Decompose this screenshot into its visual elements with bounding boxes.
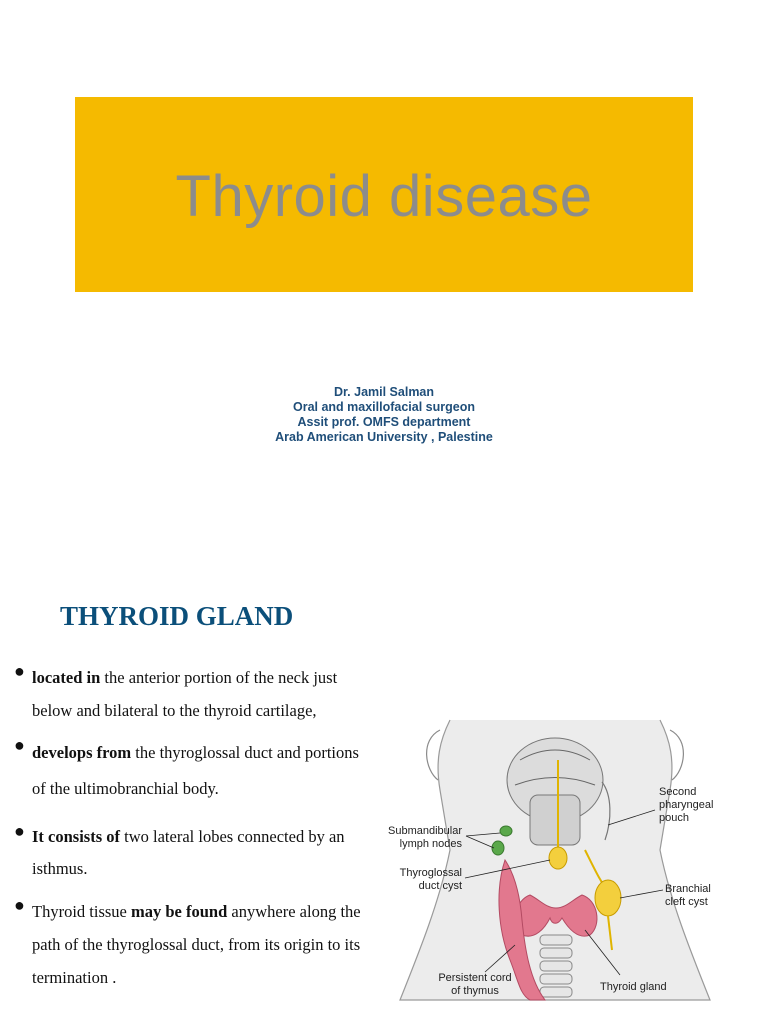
bullet-bold: It consists of [32, 827, 121, 846]
list-item [14, 661, 374, 727]
thyroglossal-label: Thyroglossal [399, 867, 462, 879]
pharyngeal-pouch-label-3: pouch [659, 812, 689, 824]
bullet-text: the anterior portion of the neck just below and bilateral to the thyroid cartilage, [32, 668, 338, 720]
author-name: Dr. Jamil Salman [333, 385, 435, 399]
list-item [14, 821, 374, 885]
bullet-bold: may be found [131, 902, 228, 921]
bullet-bold: develops from [32, 743, 132, 762]
bullet-pre-text: Thyroid tissue [32, 902, 131, 921]
list-item [14, 735, 374, 807]
branchial-cyst-label: Branchial [665, 883, 711, 895]
author-role: Oral and maxillofacial surgeon [292, 400, 475, 414]
bullet-list [14, 661, 374, 994]
bullet-icon: ● [14, 895, 25, 915]
thyroglossal-label-2: duct cyst [418, 880, 462, 892]
submandibular-label: Submandibular [388, 825, 462, 837]
bullet-icon: ● [14, 821, 25, 841]
bullet-icon: ● [14, 735, 25, 755]
neck-anatomy-figure [380, 700, 725, 1010]
thyroid-gland-label: Thyroid gland [600, 981, 667, 993]
title-banner [75, 97, 693, 292]
thymus-cord-label-2: of thymus [451, 985, 499, 997]
anatomy-illustration [380, 700, 725, 1010]
thymus-cord-label: Persistent cord [438, 972, 512, 984]
author-affiliation: Arab American University , Palestine [275, 430, 493, 444]
author-block [0, 385, 768, 445]
section-heading: THYROID GLAND [60, 601, 294, 631]
author-position: Assit prof. OMFS department [297, 415, 471, 429]
list-item [14, 895, 374, 994]
pharyngeal-pouch-label-2: pharyngeal [659, 799, 714, 811]
bullet-text: anywhere along the path of the thyroglossal duct, from its origin to its termination . [32, 902, 361, 987]
slide-title: Thyroid disease [175, 164, 593, 229]
bullet-icon: ● [14, 661, 25, 681]
submandibular-label-2: lymph nodes [399, 838, 462, 850]
pharyngeal-pouch-label: Second [659, 786, 697, 798]
bullet-bold: located in [32, 668, 101, 687]
bullet-text: the thyroglossal duct and portions of the ultimobranchial body. [32, 743, 359, 798]
bullet-text: two lateral lobes connected by an isthmus. [32, 827, 345, 878]
branchial-cyst-label-2: cleft cyst [665, 896, 708, 908]
